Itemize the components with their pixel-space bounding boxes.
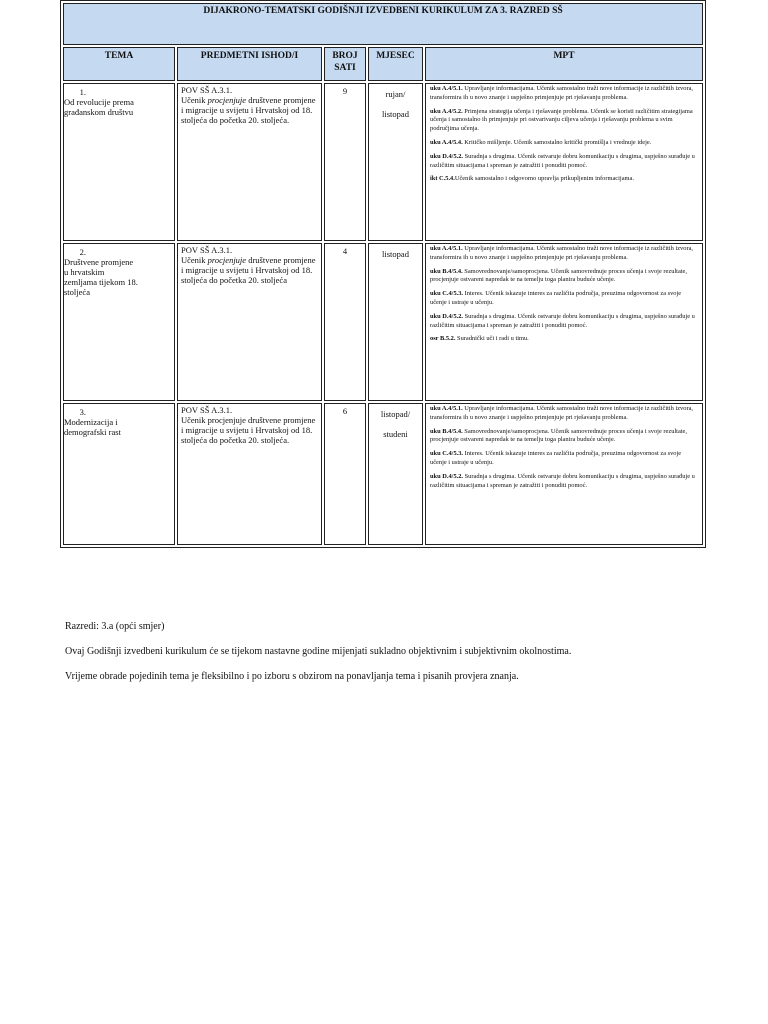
mpt-text: Suradnja s drugima. Učenik ostvaruje dobru komunikaciju s drugima, uspješno surađuje u različitim situacijama i spreman je zatražiti i ponuditi pomoć. (430, 152, 695, 169)
header-tema: TEMA (63, 47, 175, 81)
mjesec-line: listopad (382, 109, 409, 119)
mjesec-line: rujan/ (385, 89, 406, 99)
ishod-pre: Učenik (181, 255, 208, 265)
mpt-text: Samovrednovanje/samoprocjena. Učenik samovrednuje proces učenja i svoje rezultate, procjenjuje ostvareni napredak te na temelju toga planira buduće učenje. (430, 427, 687, 444)
mpt-item (430, 335, 698, 344)
mpt-code: uku C.4/5.3. (430, 450, 464, 458)
mpt-text: Interes. Učenik iskazuje interes za različita područja, preuzima odgovornost za svoje učenje i ustraje u učenju. (430, 290, 682, 306)
table-title-row (63, 3, 703, 45)
mpt-item (430, 450, 698, 468)
mpt-item (430, 245, 698, 263)
mpt-code: uku A.4/5.1. (430, 85, 463, 92)
ishod-code: POV SŠ A.3.1. (181, 245, 233, 255)
ishod-verb: procjenjuje (207, 95, 247, 105)
mpt-code: uku A.4/5.2. (430, 107, 463, 115)
mpt-text: Samovrednovanje/samoprocjena. Učenik samovrednuje proces učenja i svoje rezultate, procjenjuje ostvareni napredak te na temelju toga planira buduće učenje. (430, 267, 687, 284)
mpt-text: Upravljanje informacijama. Učenik samostalno traži nove informacije iz različitih izvora, transformira ih u novo znanje i uspješno primjenjuje pri rješavanju problema. (430, 405, 694, 421)
note-vrijeme: Vrijeme obrade pojedinih tema je fleksibilno i po izboru s obzirom na ponavljanja tema i pisanih provjera znanja. (65, 671, 519, 682)
table-row (63, 83, 703, 241)
mpt-code: uku A.4/5.4. (430, 138, 463, 146)
row-number: 2. (79, 247, 86, 257)
tema-text: Društvene promjene u hrvatskim zemljama tijekom 18. stoljeća (64, 257, 138, 297)
note-razredi: Razredi: 3.a (opći smjer) (65, 621, 165, 632)
mpt-text: Suradnja s drugima. Učenik ostvaruje dobru komunikaciju s drugima, uspješno surađuje u različitim situacijama i spreman je zatražiti i ponuditi pomoć. (430, 312, 695, 329)
header-mpt: MPT (425, 47, 703, 81)
mpt-cell (425, 243, 703, 401)
ishod-cell (177, 403, 322, 545)
mjesec-line: listopad (382, 249, 409, 259)
mpt-text: Suradnja s drugima. Učenik ostvaruje dobru komunikaciju s drugima, uspješno surađuje u različitim situacijama i spreman je zatražiti i ponuditi pomoć. (430, 472, 695, 489)
mpt-item (430, 108, 698, 134)
mpt-item (430, 175, 698, 184)
mpt-cell (425, 403, 703, 545)
tema-text: Modernizacija i demografski rast (64, 417, 121, 437)
header-broj-sati: BROJ SATI (324, 47, 366, 81)
tema-cell (63, 243, 175, 401)
ishod-pre: Učenik procjenjuje društvene promjene i migracije u svijetu i Hrvatskoj od 18. stoljeća do početka 20. stoljeća. (181, 415, 316, 445)
header-mjesec: MJESEC (368, 47, 423, 81)
ishod-code: POV SŠ A.3.1. (181, 405, 233, 415)
mpt-text: Suradnički uči i radi u timu. (455, 335, 529, 343)
tema-cell (63, 403, 175, 545)
ishod-text (181, 95, 318, 125)
ishod-post: društvene promjene i migracije u svijetu i Hrvatskoj od 18. stoljeća do početka 20. stoljeća (181, 255, 316, 285)
mpt-text: Učenik samostalno i odgovorno upravlja prikupljenim informacijama. (454, 175, 634, 183)
ishod-cell (177, 243, 322, 401)
curriculum-table (60, 0, 706, 548)
mpt-code: uku B.4/5.4. (430, 267, 463, 275)
mpt-item (430, 153, 698, 171)
mjesec-line: listopad/ (380, 409, 411, 419)
mpt-text: Upravljanje informacijama. Učenik samostalno traži nove informacije iz različitih izvora, transformira ih u novo znanje i uspješno primjenjuje pri rješavanju problema. (430, 85, 694, 101)
ishod-pre: Učenik (181, 95, 208, 105)
sati-cell: 6 (324, 403, 366, 545)
row-number: 1. (79, 87, 86, 97)
ishod-verb: procjenjuje (207, 255, 247, 265)
mpt-text: Primjena strategija učenja i rješavanje problema. Učenik se koristi različitim strategijama učenja i samostalno ih primjenjuje pri ostvarivanju ciljeva učenja i rješavanju problema u svim područjima učenja. (430, 107, 693, 133)
mjesec-cell (368, 83, 423, 241)
table-row (63, 403, 703, 545)
sati-cell: 9 (324, 83, 366, 241)
table-header-row (63, 47, 703, 81)
mpt-code: uku B.4/5.4. (430, 427, 463, 435)
mpt-item (430, 313, 698, 331)
note-kurikulum: Ovaj Godišnji izvedbeni kurikulum će se tijekom nastavne godine mijenjati sukladno objektivnim i subjektivnim okolnostima. (65, 646, 572, 657)
document-notes (65, 620, 745, 695)
ishod-text (181, 255, 318, 285)
mpt-item (430, 139, 698, 148)
mpt-item (430, 428, 698, 446)
mpt-code: uku C.4/5.3. (430, 290, 464, 298)
mpt-text: Interes. Učenik iskazuje interes za različita područja, preuzima odgovornost za svoje učenje i ustraje u učenju. (430, 450, 682, 466)
mpt-code: uku A.4/5.1. (430, 405, 463, 412)
sati-cell: 4 (324, 243, 366, 401)
ishod-text (181, 415, 318, 445)
mpt-item (430, 405, 698, 423)
mpt-text: Upravljanje informacijama. Učenik samostalno traži nove informacije iz različitih izvora, transformira ih u novo znanje i uspješno primjenjuje pri rješavanju problema. (430, 245, 694, 261)
table-row (63, 243, 703, 401)
ishod-post: društvene promjene i migracije u svijetu i Hrvatskoj od 18. stoljeća do početka 20. stoljeća. (181, 95, 316, 125)
mpt-code: uku D.4/5.2. (430, 312, 464, 320)
mpt-text: Kritičko mišljenje. Učenik samostalno kritički promišlja i vrednuje ideje. (462, 138, 652, 146)
mjesec-line: studeni (383, 429, 408, 439)
mpt-item (430, 85, 698, 103)
mpt-code: osr B.5.2. (430, 335, 456, 343)
mjesec-cell (368, 243, 423, 401)
mpt-cell (425, 83, 703, 241)
mpt-code: uku A.4/5.1. (430, 245, 463, 252)
mpt-item (430, 473, 698, 491)
tema-cell (63, 83, 175, 241)
ishod-code: POV SŠ A.3.1. (181, 85, 233, 95)
mpt-item (430, 290, 698, 308)
ishod-cell (177, 83, 322, 241)
mpt-code: ikt C.5.4. (430, 175, 455, 183)
mpt-code: uku D.4/5.2. (430, 152, 464, 160)
tema-text: Od revolucije prema građanskom društvu (64, 97, 134, 117)
mpt-item (430, 268, 698, 286)
document-title: DIJAKRONO-TEMATSKI GODIŠNJI IZVEDBENI KURIKULUM ZA 3. RAZRED SŠ (63, 3, 703, 45)
mjesec-cell (368, 403, 423, 545)
mpt-code: uku D.4/5.2. (430, 472, 464, 480)
row-number: 3. (79, 407, 86, 417)
header-ishod: PREDMETNI ISHOD/I (177, 47, 322, 81)
